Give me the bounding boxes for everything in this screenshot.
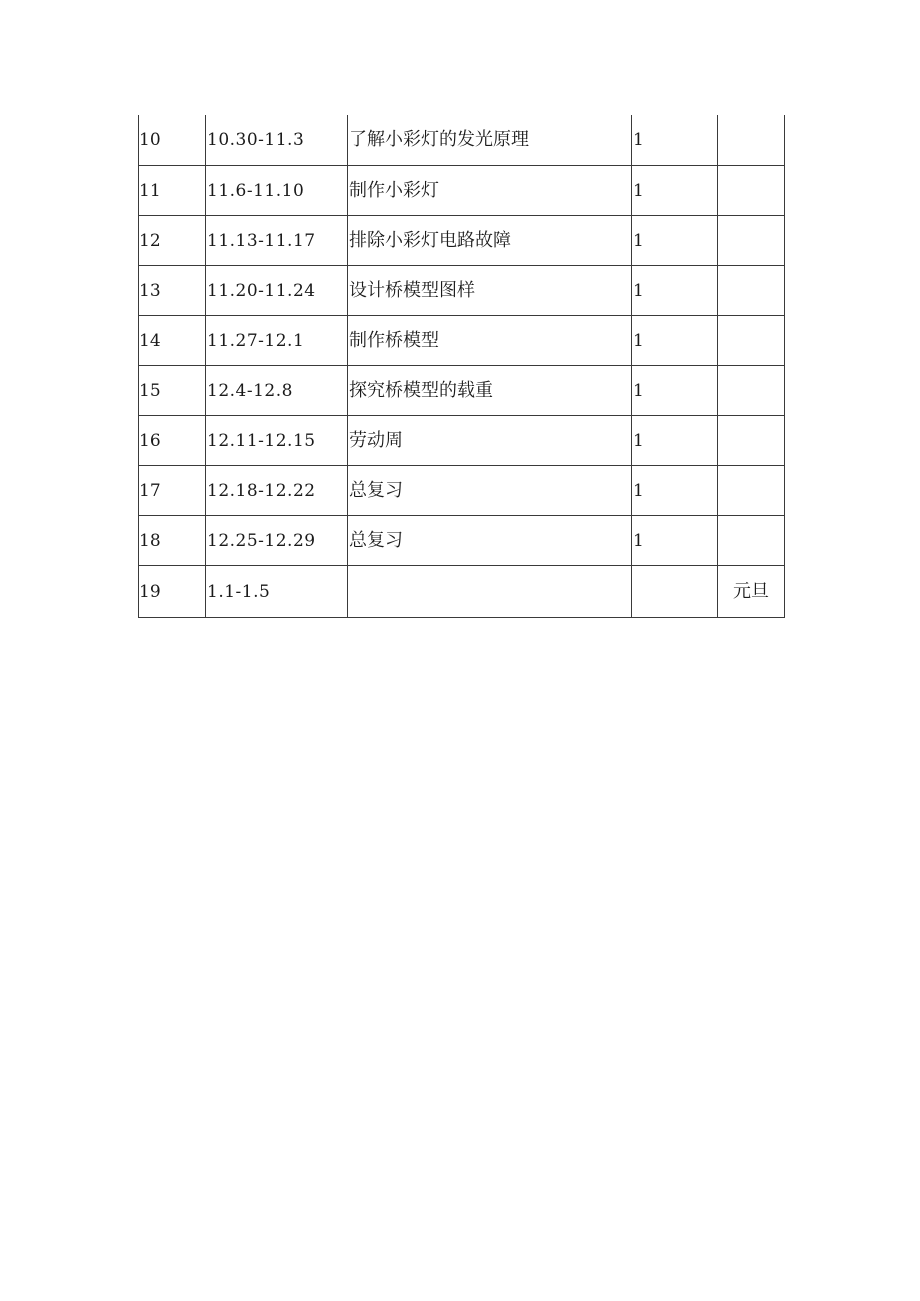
content-cell: [348, 566, 632, 618]
note-cell: [718, 466, 785, 516]
date-cell: 11.6-11.10: [206, 166, 348, 216]
content-cell: 总复习: [348, 516, 632, 566]
table-row: [139, 115, 785, 166]
note-cell: [718, 166, 785, 216]
date-cell: 12.11-12.15: [206, 416, 348, 466]
date-cell: 11.13-11.17: [206, 216, 348, 266]
content-cell: 制作桥模型: [348, 316, 632, 366]
table-row: [139, 316, 785, 366]
hours-cell: 1: [632, 216, 718, 266]
table-row: [139, 366, 785, 416]
date-cell: 10.30-11.3: [206, 115, 348, 166]
week-cell: 11: [139, 166, 206, 216]
date-cell: 12.4-12.8: [206, 366, 348, 416]
note-cell: [718, 266, 785, 316]
content-cell: 设计桥模型图样: [348, 266, 632, 316]
table-row: [139, 166, 785, 216]
note-cell: [718, 216, 785, 266]
content-cell: 制作小彩灯: [348, 166, 632, 216]
date-cell: 11.20-11.24: [206, 266, 348, 316]
content-cell: 了解小彩灯的发光原理: [348, 115, 632, 166]
hours-cell: 1: [632, 516, 718, 566]
table-row: [139, 216, 785, 266]
date-cell: 12.25-12.29: [206, 516, 348, 566]
table-row: [139, 416, 785, 466]
hours-cell: 1: [632, 166, 718, 216]
note-cell: 元旦: [718, 566, 785, 618]
note-cell: [718, 115, 785, 166]
note-cell: [718, 316, 785, 366]
hours-cell: 1: [632, 466, 718, 516]
week-cell: 19: [139, 566, 206, 618]
week-cell: 17: [139, 466, 206, 516]
hours-cell: 1: [632, 266, 718, 316]
schedule-table-body: [139, 115, 785, 618]
week-cell: 18: [139, 516, 206, 566]
hours-cell: 1: [632, 366, 718, 416]
note-cell: [718, 416, 785, 466]
content-cell: 探究桥模型的载重: [348, 366, 632, 416]
hours-cell: 1: [632, 115, 718, 166]
week-cell: 13: [139, 266, 206, 316]
table-row: [139, 466, 785, 516]
week-cell: 14: [139, 316, 206, 366]
week-cell: 16: [139, 416, 206, 466]
note-cell: [718, 516, 785, 566]
table-row: [139, 266, 785, 316]
date-cell: 11.27-12.1: [206, 316, 348, 366]
week-cell: 10: [139, 115, 206, 166]
note-cell: [718, 366, 785, 416]
week-cell: 15: [139, 366, 206, 416]
date-cell: 12.18-12.22: [206, 466, 348, 516]
week-cell: 12: [139, 216, 206, 266]
content-cell: 排除小彩灯电路故障: [348, 216, 632, 266]
content-cell: 劳动周: [348, 416, 632, 466]
table-row: [139, 516, 785, 566]
hours-cell: 1: [632, 416, 718, 466]
date-cell: 1.1-1.5: [206, 566, 348, 618]
hours-cell: 1: [632, 316, 718, 366]
schedule-table: [138, 115, 785, 618]
table-row: [139, 566, 785, 618]
content-cell: 总复习: [348, 466, 632, 516]
hours-cell: [632, 566, 718, 618]
